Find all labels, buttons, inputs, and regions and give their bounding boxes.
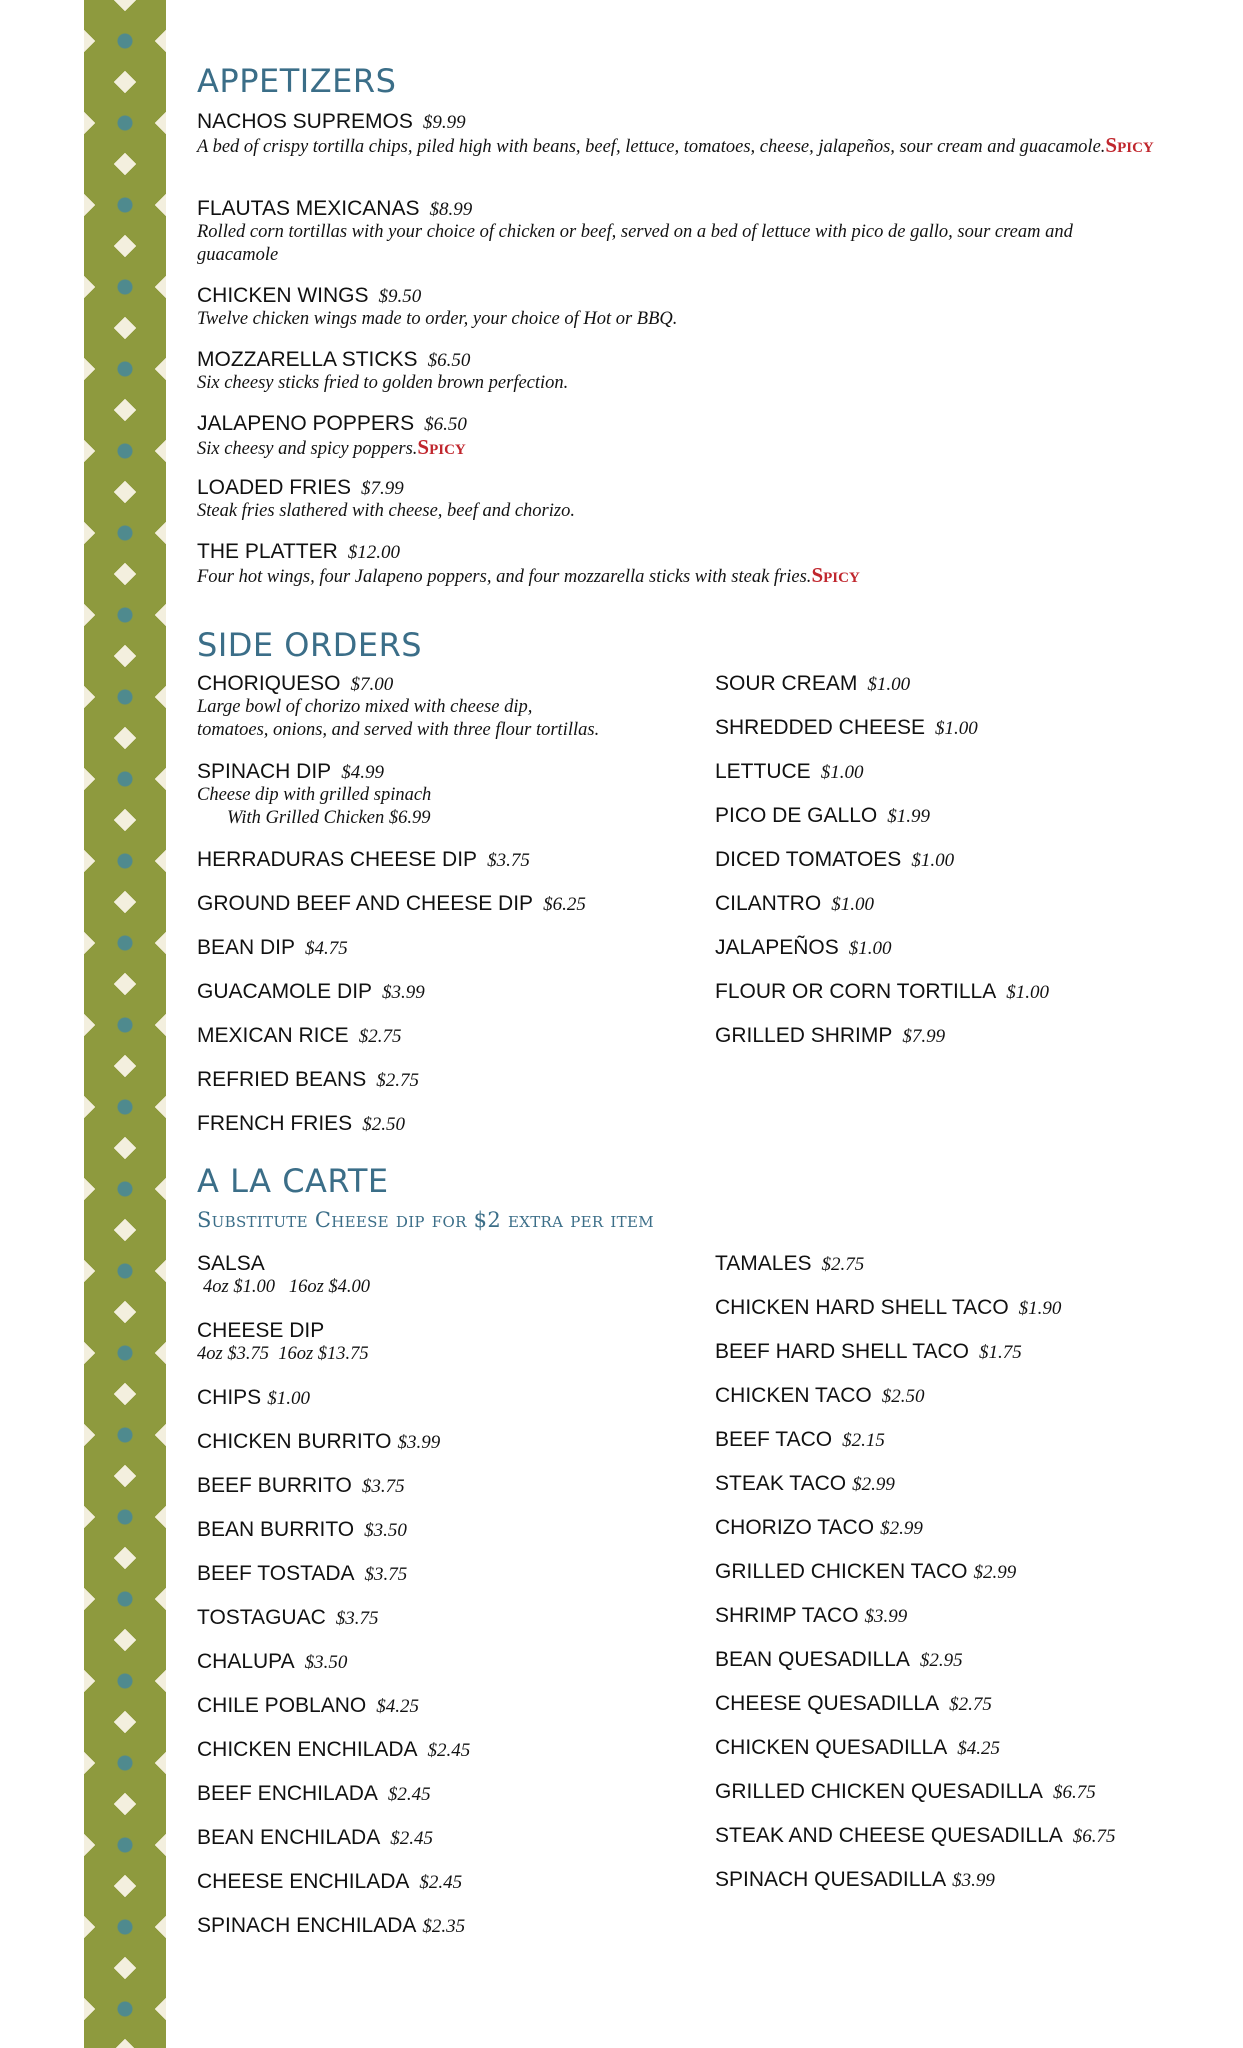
item-name: LETTUCE bbox=[715, 760, 811, 783]
item-description: 4oz $3.75 16oz $13.75 bbox=[197, 1344, 369, 1364]
menu-item bbox=[197, 760, 697, 830]
menu-item bbox=[715, 1868, 995, 1892]
item-price: $7.99 bbox=[361, 478, 404, 499]
menu-item bbox=[715, 892, 874, 916]
item-price: $2.75 bbox=[821, 1254, 865, 1275]
item-price: $3.99 bbox=[397, 1432, 441, 1453]
menu-item bbox=[715, 1780, 1096, 1804]
item-price: $6.75 bbox=[1072, 1826, 1116, 1847]
item-name: STEAK TACO bbox=[715, 1472, 847, 1495]
item-name: CHORIQUESO bbox=[197, 672, 341, 695]
menu-item bbox=[197, 1518, 407, 1542]
item-name: MEXICAN RICE bbox=[197, 1024, 349, 1047]
item-name: TOSTAGUAC bbox=[197, 1606, 326, 1629]
menu-item bbox=[715, 1736, 1000, 1760]
menu-item bbox=[715, 1560, 1016, 1584]
menu-item bbox=[715, 1252, 864, 1276]
item-name: CHORIZO TACO bbox=[715, 1516, 875, 1539]
item-price: $2.95 bbox=[919, 1650, 963, 1671]
menu-item bbox=[715, 1384, 925, 1408]
spicy-label: Spicy bbox=[417, 435, 466, 459]
item-price: $2.99 bbox=[973, 1562, 1017, 1583]
menu-item bbox=[197, 1914, 465, 1938]
menu-item bbox=[715, 716, 978, 740]
item-name: SPINACH DIP bbox=[197, 760, 332, 783]
item-name: CHICKEN TACO bbox=[715, 1384, 872, 1407]
menu-item bbox=[715, 1604, 907, 1628]
menu-item bbox=[197, 348, 1157, 395]
decorative-tile-border bbox=[84, 0, 166, 2048]
item-name: BEAN BURRITO bbox=[197, 1518, 355, 1541]
item-name: GRILLED CHICKEN QUESADILLA bbox=[715, 1780, 1043, 1803]
item-name: BEEF HARD SHELL TACO bbox=[715, 1340, 970, 1363]
item-name: BEEF TACO bbox=[715, 1428, 833, 1451]
item-name: BEAN DIP bbox=[197, 936, 296, 959]
item-price: $7.00 bbox=[350, 674, 394, 695]
menu-item bbox=[197, 892, 586, 916]
item-name: CHEESE DIP bbox=[197, 1319, 325, 1342]
menu-item bbox=[197, 1826, 433, 1850]
item-name: THE PLATTER bbox=[197, 540, 338, 563]
menu-item bbox=[715, 1648, 963, 1672]
item-name: STEAK AND CHEESE QUESADILLA bbox=[715, 1824, 1063, 1847]
item-price: $1.00 bbox=[831, 894, 874, 915]
menu-item bbox=[715, 1824, 1116, 1848]
item-price: $3.75 bbox=[335, 1608, 379, 1629]
item-price: $2.99 bbox=[880, 1518, 923, 1539]
item-name: JALAPENO POPPERS bbox=[197, 412, 415, 435]
item-name: GRILLED SHRIMP bbox=[715, 1024, 893, 1047]
menu-item bbox=[197, 110, 1157, 159]
item-price: $8.99 bbox=[429, 199, 473, 220]
menu-item bbox=[715, 1296, 1061, 1320]
item-name: JALAPEÑOS bbox=[715, 936, 839, 959]
menu-item bbox=[197, 1562, 407, 1586]
item-price: $6.75 bbox=[1052, 1782, 1096, 1803]
item-name: CHICKEN ENCHILADA bbox=[197, 1738, 418, 1761]
menu-item bbox=[715, 672, 910, 696]
item-price: $1.99 bbox=[887, 806, 930, 827]
item-price: $1.00 bbox=[848, 938, 892, 959]
item-name: BEEF TOSTADA bbox=[197, 1562, 355, 1585]
item-price: $1.00 bbox=[1006, 982, 1049, 1003]
item-name: BEEF BURRITO bbox=[197, 1474, 352, 1497]
item-price: $2.45 bbox=[390, 1828, 433, 1849]
item-name: FLOUR OR CORN TORTILLA bbox=[715, 980, 997, 1003]
item-price: $2.50 bbox=[881, 1386, 925, 1407]
item-price: $2.45 bbox=[419, 1872, 463, 1893]
item-price: $2.45 bbox=[387, 1784, 431, 1805]
item-name: FLAUTAS MEXICANAS bbox=[197, 197, 420, 220]
menu-item bbox=[715, 1024, 945, 1048]
item-name: BEAN ENCHILADA bbox=[197, 1826, 381, 1849]
item-description: With Grilled Chicken $6.99 bbox=[227, 808, 431, 828]
menu-item bbox=[715, 1692, 992, 1716]
item-name: FRENCH FRIES bbox=[197, 1112, 353, 1135]
item-price: $9.99 bbox=[422, 112, 466, 133]
menu-item bbox=[197, 1738, 470, 1762]
item-name: REFRIED BEANS bbox=[197, 1068, 367, 1091]
item-name: PICO DE GALLO bbox=[715, 804, 878, 827]
menu-item bbox=[197, 1319, 369, 1366]
item-price: $1.00 bbox=[820, 762, 864, 783]
a-la-carte-heading: A LA CARTE bbox=[197, 1162, 389, 1200]
item-name: CHEESE ENCHILADA bbox=[197, 1870, 410, 1893]
item-price: $2.35 bbox=[422, 1916, 466, 1937]
item-name: MOZZARELLA STICKS bbox=[197, 348, 418, 371]
item-price: $4.99 bbox=[341, 762, 384, 783]
item-price: $2.15 bbox=[842, 1430, 885, 1451]
item-price: $3.75 bbox=[364, 1564, 408, 1585]
menu-item bbox=[197, 1068, 419, 1092]
item-name: SALSA bbox=[197, 1252, 265, 1275]
item-price: $12.00 bbox=[347, 542, 401, 563]
item-price: $2.50 bbox=[362, 1114, 405, 1135]
item-name: HERRADURAS CHEESE DIP bbox=[197, 848, 478, 871]
menu-item bbox=[715, 1428, 885, 1452]
item-name: SHREDDED CHEESE bbox=[715, 716, 926, 739]
item-description: Steak fries slathered with cheese, beef and chorizo. bbox=[197, 501, 575, 521]
menu-item bbox=[715, 980, 1049, 1004]
menu-item bbox=[715, 848, 954, 872]
menu-item bbox=[197, 848, 530, 872]
item-price: $2.75 bbox=[376, 1070, 419, 1091]
item-price: $3.99 bbox=[382, 982, 425, 1003]
menu-item bbox=[197, 197, 1157, 267]
item-price: $4.25 bbox=[957, 1738, 1000, 1759]
item-price: $4.25 bbox=[376, 1696, 419, 1717]
item-description: Twelve chicken wings made to order, your choice of Hot or BBQ. bbox=[197, 309, 678, 329]
item-name: DICED TOMATOES bbox=[715, 848, 902, 871]
menu-item bbox=[197, 540, 1157, 589]
item-price: $6.50 bbox=[427, 350, 471, 371]
item-name: TAMALES bbox=[715, 1252, 812, 1275]
item-name: CHICKEN HARD SHELL TACO bbox=[715, 1296, 1009, 1319]
item-price: $3.50 bbox=[364, 1520, 407, 1541]
item-price: $1.00 bbox=[867, 674, 911, 695]
item-name: SPINACH ENCHILADA bbox=[197, 1914, 417, 1937]
item-name: GRILLED CHICKEN TACO bbox=[715, 1560, 968, 1583]
item-name: SOUR CREAM bbox=[715, 672, 858, 695]
item-name: CHIPS bbox=[197, 1386, 262, 1409]
menu-item bbox=[197, 980, 425, 1004]
item-name: CHEESE QUESADILLA bbox=[715, 1692, 940, 1715]
item-name: GUACAMOLE DIP bbox=[197, 980, 373, 1003]
item-name: CHILE POBLANO bbox=[197, 1694, 367, 1717]
item-name: CHICKEN WINGS bbox=[197, 284, 369, 307]
item-name: LOADED FRIES bbox=[197, 476, 352, 499]
menu-item bbox=[197, 1024, 401, 1048]
item-price: $6.25 bbox=[543, 894, 586, 915]
menu-item bbox=[197, 1112, 405, 1136]
menu-item bbox=[197, 1870, 462, 1894]
item-name: NACHOS SUPREMOS bbox=[197, 110, 413, 133]
item-name: SHRIMP TACO bbox=[715, 1604, 859, 1627]
menu-item bbox=[197, 1694, 419, 1718]
menu-item bbox=[715, 936, 891, 960]
item-description: Four hot wings, four Jalapeno poppers, and four mozzarella sticks with steak fries. bbox=[197, 567, 812, 587]
item-price: $1.00 bbox=[935, 718, 978, 739]
appetizers-heading: APPETIZERS bbox=[197, 62, 397, 100]
menu-item bbox=[197, 1474, 405, 1498]
item-price: $3.75 bbox=[361, 1476, 405, 1497]
item-name: BEAN QUESADILLA bbox=[715, 1648, 910, 1671]
item-price: $2.99 bbox=[852, 1474, 895, 1495]
item-description: 4oz $1.00 16oz $4.00 bbox=[203, 1277, 371, 1297]
item-price: $4.75 bbox=[305, 938, 348, 959]
item-name: CHICKEN QUESADILLA bbox=[715, 1736, 948, 1759]
item-description: Six cheesy and spicy poppers. bbox=[197, 439, 418, 459]
a-la-carte-subtitle: Substitute Cheese dip for $2 extra per item bbox=[197, 1208, 654, 1232]
menu-item bbox=[197, 1252, 370, 1299]
menu-item bbox=[197, 1782, 431, 1806]
item-price: $1.75 bbox=[979, 1342, 1022, 1363]
item-price: $1.90 bbox=[1018, 1298, 1062, 1319]
item-description: A bed of crispy tortilla chips, piled high with beans, beef, lettuce, tomatoes, cheese, jalapeños, sour cream and guacamole. bbox=[197, 137, 1106, 157]
spicy-label: Spicy bbox=[811, 563, 860, 587]
menu-item bbox=[197, 476, 1157, 523]
item-price: $3.75 bbox=[487, 850, 530, 871]
item-price: $1.00 bbox=[911, 850, 955, 871]
item-price: $7.99 bbox=[902, 1026, 946, 1047]
item-description: Rolled corn tortillas with your choice of chicken or beef, served on a bed of lettuce with pico de gallo, sour cream and guacamole bbox=[197, 222, 1073, 265]
item-price: $2.45 bbox=[427, 1740, 471, 1761]
item-price: $2.75 bbox=[358, 1026, 402, 1047]
menu-item bbox=[197, 284, 1157, 331]
item-description: Large bowl of chorizo mixed with cheese dip, bbox=[197, 697, 533, 717]
item-price: $3.99 bbox=[864, 1606, 908, 1627]
menu-item bbox=[197, 1606, 379, 1630]
item-price: $3.99 bbox=[952, 1870, 995, 1891]
item-name: SPINACH QUESADILLA bbox=[715, 1868, 947, 1891]
menu-item bbox=[715, 1516, 923, 1540]
item-price: $3.50 bbox=[304, 1652, 348, 1673]
item-description: Cheese dip with grilled spinach bbox=[197, 785, 432, 805]
item-name: CILANTRO bbox=[715, 892, 822, 915]
menu-item bbox=[197, 412, 1157, 461]
menu-item bbox=[715, 760, 863, 784]
menu-item bbox=[715, 1340, 1022, 1364]
menu-item bbox=[197, 672, 697, 742]
menu-item bbox=[197, 936, 348, 960]
side-orders-heading: SIDE ORDERS bbox=[197, 626, 423, 664]
menu-item bbox=[715, 1472, 895, 1496]
item-description: Six cheesy sticks fried to golden brown perfection. bbox=[197, 373, 569, 393]
item-name: CHALUPA bbox=[197, 1650, 295, 1673]
item-price: $2.75 bbox=[949, 1694, 992, 1715]
menu-item bbox=[715, 804, 930, 828]
menu-item bbox=[197, 1430, 440, 1454]
item-name: CHICKEN BURRITO bbox=[197, 1430, 392, 1453]
item-price: $6.50 bbox=[424, 414, 467, 435]
menu-item bbox=[197, 1386, 310, 1410]
item-name: BEEF ENCHILADA bbox=[197, 1782, 378, 1805]
item-price: $1.00 bbox=[267, 1388, 310, 1409]
item-name: GROUND BEEF AND CHEESE DIP bbox=[197, 892, 534, 915]
item-description: tomatoes, onions, and served with three flour tortillas. bbox=[197, 720, 600, 740]
menu-item bbox=[197, 1650, 347, 1674]
item-price: $9.50 bbox=[378, 286, 422, 307]
spicy-label: Spicy bbox=[1105, 133, 1154, 157]
